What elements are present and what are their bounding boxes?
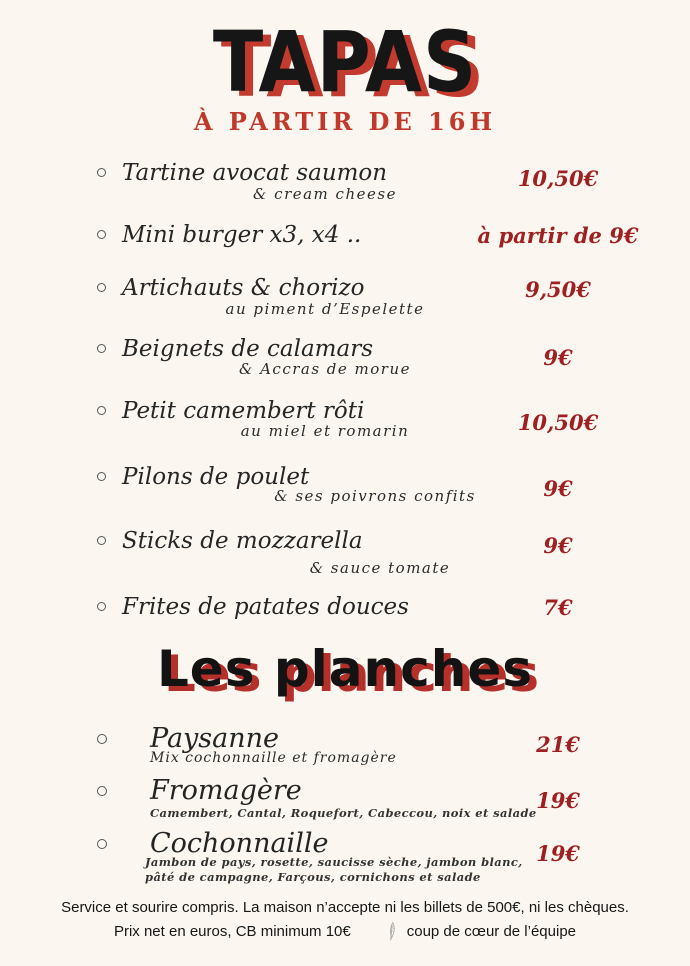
dish-price: 19€ bbox=[536, 788, 580, 813]
bullet-icon bbox=[97, 786, 107, 796]
dish-description: & Accras de morue bbox=[238, 360, 412, 378]
bullet-icon bbox=[97, 536, 106, 545]
dish-price: 9€ bbox=[543, 533, 573, 558]
dish-price: 9€ bbox=[543, 476, 573, 501]
dish-name: Beignets de calamars bbox=[122, 336, 374, 362]
menu-item-row bbox=[0, 396, 690, 460]
bullet-icon bbox=[97, 734, 107, 744]
bullet-icon bbox=[97, 602, 106, 611]
footer-details bbox=[0, 921, 690, 942]
dish-description: & ses poivrons confits bbox=[274, 487, 476, 505]
dish-description: Jambon de pays, rosette, saucisse sèche, jambon blanc, bbox=[145, 855, 523, 869]
dish-name: Mini burger x3, x4 .. bbox=[122, 222, 362, 248]
dish-name: Tartine avocat saumon bbox=[122, 160, 388, 186]
menu-item-row bbox=[0, 334, 690, 398]
dish-name: Paysanne bbox=[150, 723, 280, 754]
bullet-icon bbox=[97, 406, 106, 415]
menu-item-row bbox=[0, 827, 690, 891]
dish-description: au miel et romarin bbox=[240, 422, 410, 440]
dish-price: 21€ bbox=[536, 732, 580, 757]
dish-description-line2: pâté de campagne, Farçous, cornichons et salade bbox=[145, 870, 481, 884]
menu-item-row bbox=[0, 273, 690, 337]
page-title: TAPAS bbox=[212, 13, 478, 111]
menu-item-row bbox=[0, 158, 690, 222]
bullet-icon bbox=[97, 230, 106, 239]
dish-name: Fromagère bbox=[150, 775, 302, 806]
dish-description: & cream cheese bbox=[253, 185, 397, 203]
menu-item-row bbox=[0, 462, 690, 526]
dish-name: Petit camembert rôti bbox=[122, 398, 365, 424]
dish-description: & sauce tomate bbox=[309, 559, 451, 577]
footer-prices-note: Prix net en euros, CB minimum 10€ bbox=[113, 923, 351, 940]
bullet-icon bbox=[97, 283, 106, 292]
dish-price: 19€ bbox=[536, 841, 580, 866]
footer-team-favorite-note: coup de cœur de l’équipe bbox=[406, 923, 577, 940]
bullet-icon bbox=[97, 168, 106, 177]
dish-price: 9,50€ bbox=[525, 277, 591, 302]
dish-name: Pilons de poulet bbox=[122, 464, 310, 490]
bullet-icon bbox=[97, 344, 106, 353]
dish-price: à partir de 9€ bbox=[477, 223, 639, 248]
page-subtitle: À PARTIR DE 16H bbox=[193, 107, 497, 136]
dish-name: Cochonnaille bbox=[150, 828, 329, 859]
dish-name: Sticks de mozzarella bbox=[122, 528, 363, 554]
dish-price: 7€ bbox=[543, 595, 573, 620]
dish-price: 10,50€ bbox=[517, 410, 599, 435]
bullet-icon bbox=[97, 839, 107, 849]
dish-price: 10,50€ bbox=[517, 166, 599, 191]
menu-item-row bbox=[0, 526, 690, 590]
feather-icon bbox=[385, 921, 398, 942]
bullet-icon bbox=[97, 472, 106, 481]
dish-name: Artichauts & chorizo bbox=[122, 275, 365, 301]
footer-notice: Service et sourire compris. La maison n’accepte ni les billets de 500€, ni les chèques. bbox=[61, 899, 629, 916]
dish-name: Frites de patates douces bbox=[122, 594, 409, 620]
dish-description: au piment d’Espelette bbox=[225, 300, 425, 318]
section-title: Les planches bbox=[156, 640, 534, 698]
dish-description: Mix cochonnaille et fromagère bbox=[150, 750, 397, 766]
dish-price: 9€ bbox=[543, 345, 573, 370]
dish-description: Camembert, Cantal, Roquefort, Cabeccou, noix et salade bbox=[150, 806, 537, 820]
